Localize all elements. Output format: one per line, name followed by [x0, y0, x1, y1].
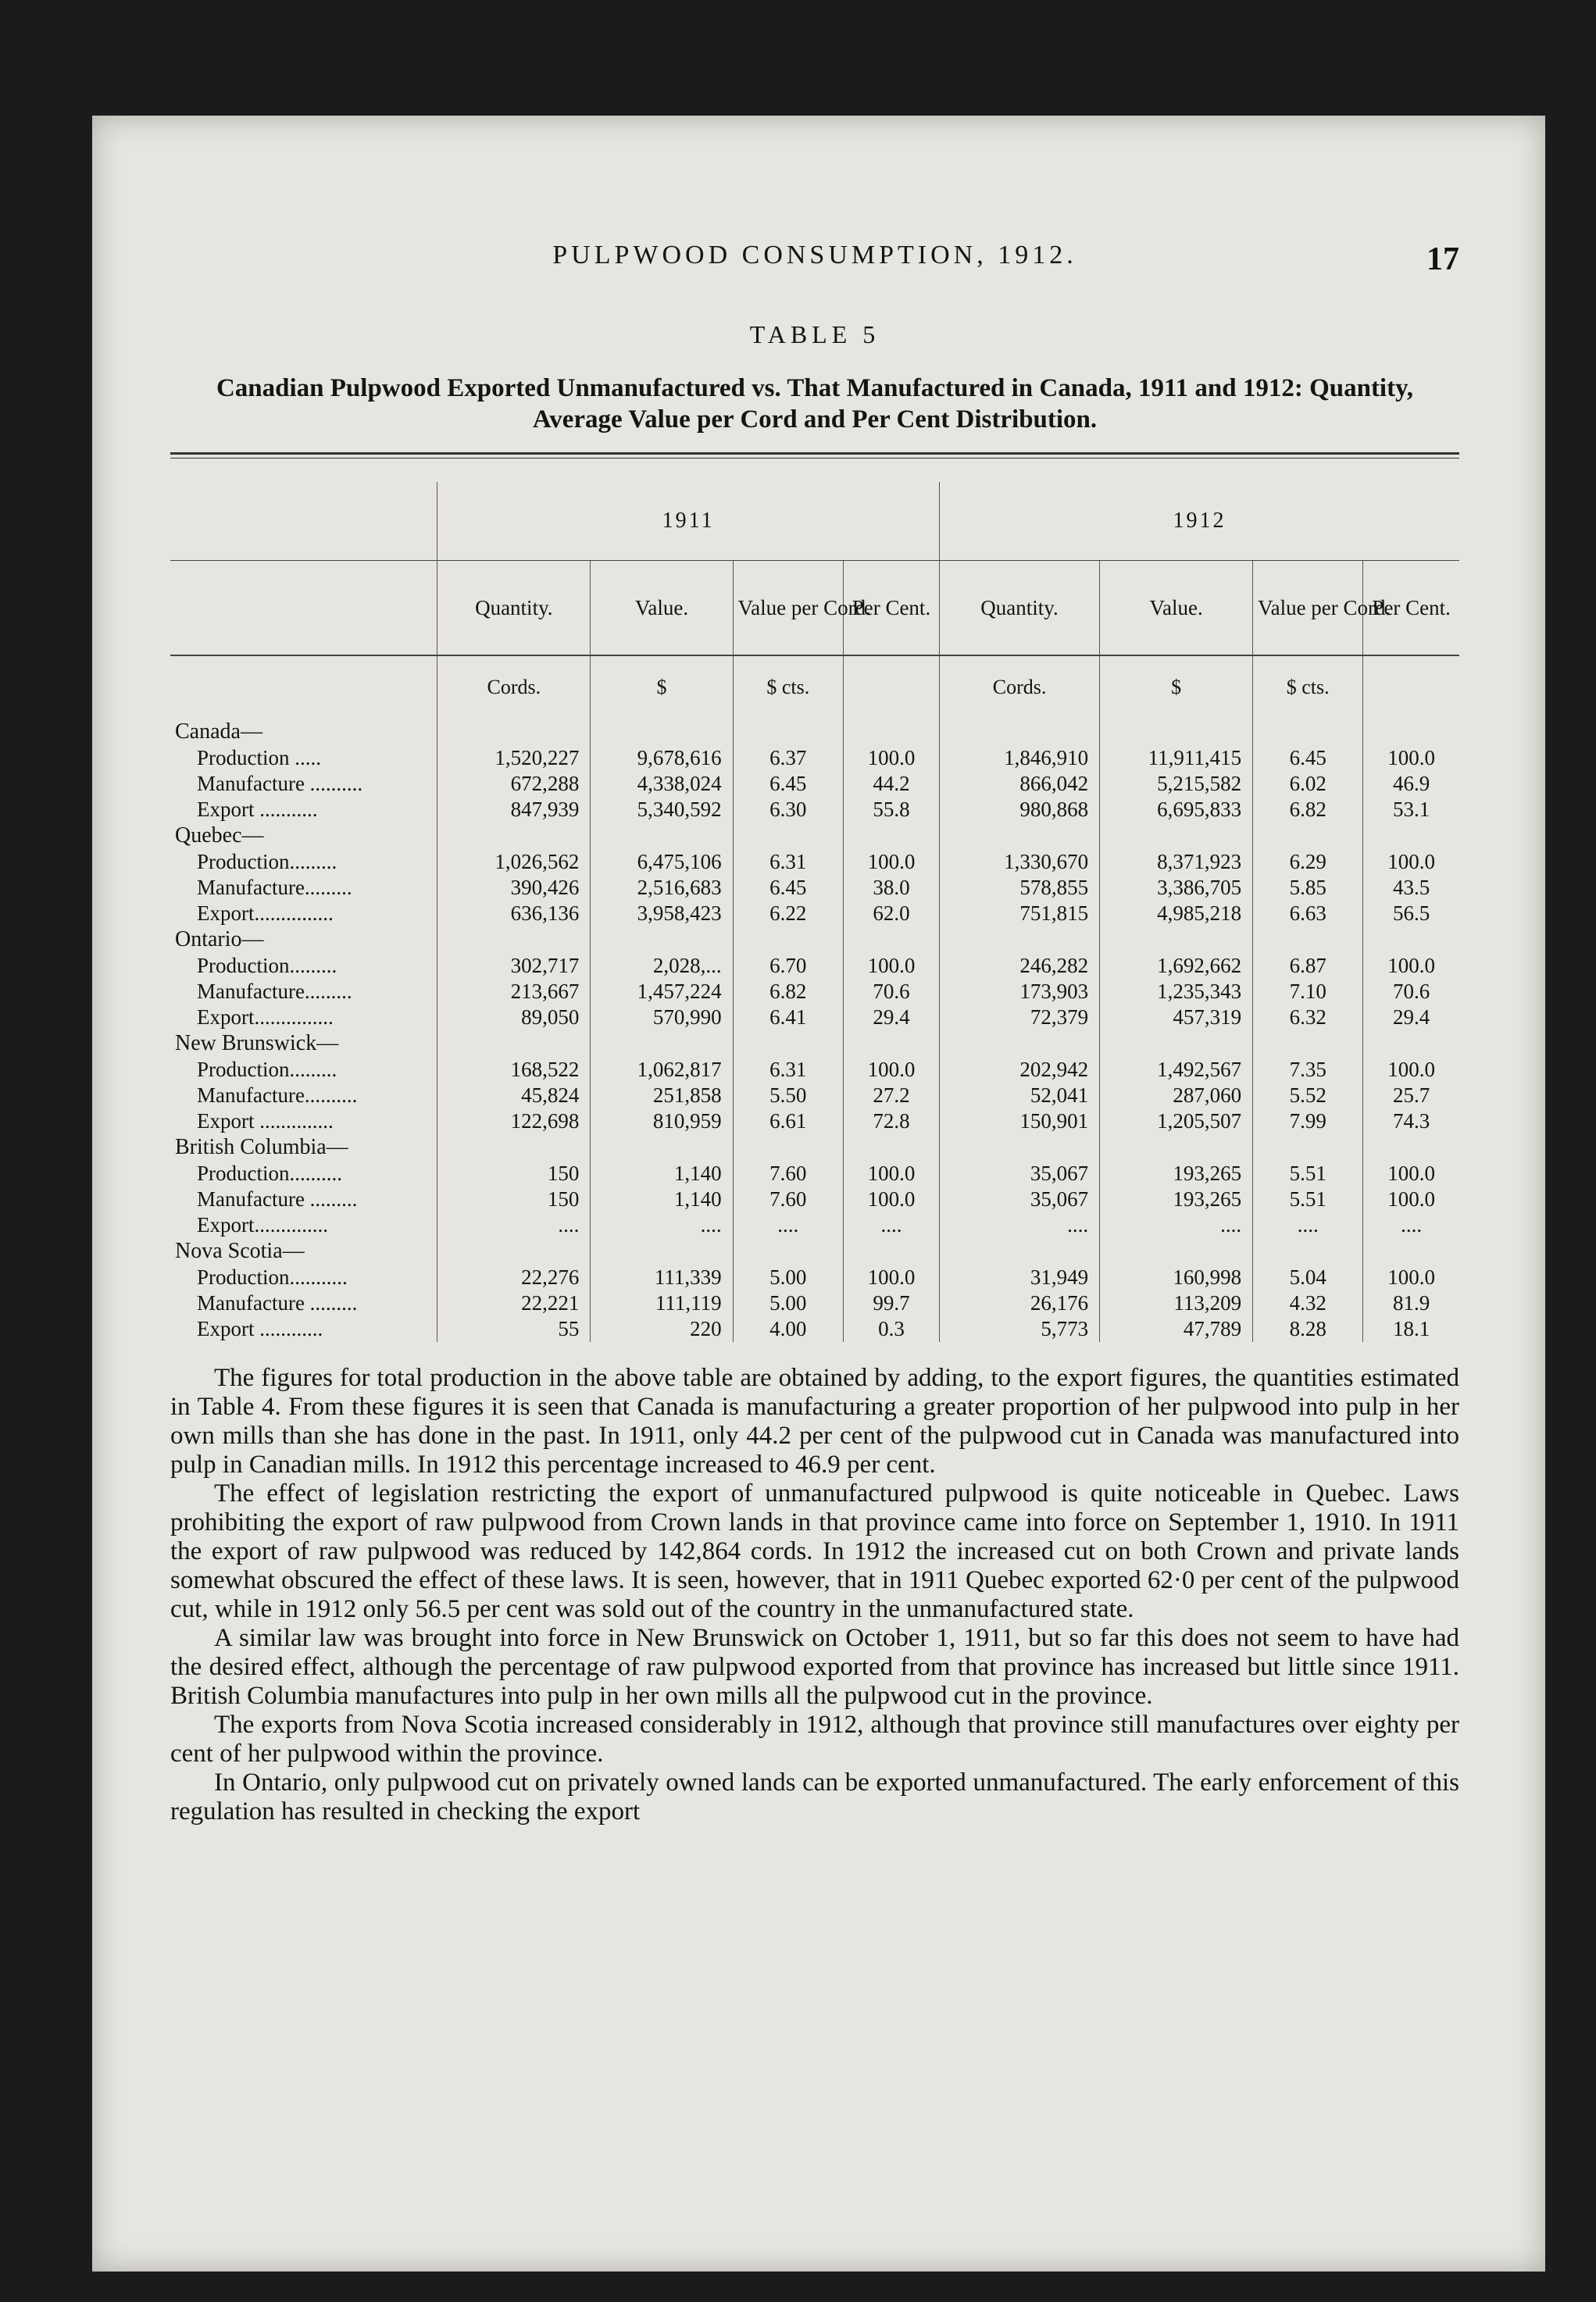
table-cell: 1,026,562 — [437, 849, 591, 875]
table-row — [170, 1187, 1459, 1212]
table-cell: .... — [940, 1212, 1100, 1238]
table-cell: 287,060 — [1100, 1083, 1253, 1108]
table-cell: 100.0 — [1363, 1265, 1459, 1290]
table-cell: 100.0 — [843, 1265, 939, 1290]
table-cell: 22,221 — [437, 1290, 591, 1316]
table-cell: 100.0 — [1363, 745, 1459, 771]
group-header-row — [170, 1030, 1459, 1057]
table-cell: 8,371,923 — [1100, 849, 1253, 875]
table-cell: 6.45 — [733, 875, 843, 901]
table-cell: 5.50 — [733, 1083, 843, 1108]
table-cell: 6.82 — [733, 979, 843, 1005]
table-cell: 847,939 — [437, 797, 591, 823]
table-cell: 1,140 — [591, 1187, 733, 1212]
data-table — [170, 482, 1459, 1342]
table-cell: 636,136 — [437, 901, 591, 926]
table-cell: 672,288 — [437, 771, 591, 797]
table-cell: 150 — [437, 1187, 591, 1212]
group-name: Ontario— — [175, 927, 264, 951]
table-cell: 1,330,670 — [940, 849, 1100, 875]
table-cell: 5,340,592 — [591, 797, 733, 823]
table-cell: 100.0 — [1363, 1161, 1459, 1187]
table-cell: 111,339 — [591, 1265, 733, 1290]
table-cell: 6,695,833 — [1100, 797, 1253, 823]
group-header-row — [170, 926, 1459, 953]
row-label: Export ............ — [197, 1317, 323, 1340]
table-cell: 578,855 — [940, 875, 1100, 901]
table-cell: 6.32 — [1253, 1005, 1363, 1030]
table-cell: 980,868 — [940, 797, 1100, 823]
table-cell: 390,426 — [437, 875, 591, 901]
row-label: Manufacture......... — [197, 876, 352, 899]
table-cell: .... — [591, 1212, 733, 1238]
table-cell: 25.7 — [1363, 1083, 1459, 1108]
table-cell: 18.1 — [1363, 1316, 1459, 1342]
table-cell: 4.32 — [1253, 1290, 1363, 1316]
page-content — [170, 241, 1459, 1826]
group-header-row — [170, 719, 1459, 745]
table-cell: 99.7 — [843, 1290, 939, 1316]
column-header: Per Cent. — [1363, 561, 1459, 656]
table-cell: 22,276 — [437, 1265, 591, 1290]
row-label: Export............... — [197, 901, 334, 925]
table-cell: 6.02 — [1253, 771, 1363, 797]
table-cell: 6.45 — [1253, 745, 1363, 771]
table-caption: Canadian Pulpwood Exported Unmanufactured vs. That Manufactured in Canada, 1911 and 1912: Quantity, Average Value per Cord and Per Cent Distribution. — [216, 374, 1414, 434]
table-cell: 56.5 — [1363, 901, 1459, 926]
table-cell: 81.9 — [1363, 1290, 1459, 1316]
table-cell: 3,958,423 — [591, 901, 733, 926]
table-cell: 44.2 — [843, 771, 939, 797]
group-header-row — [170, 1238, 1459, 1265]
table-cell: 100.0 — [843, 1187, 939, 1212]
table-cell: 52,041 — [940, 1083, 1100, 1108]
table-cell: 7.10 — [1253, 979, 1363, 1005]
year-1912-header: 1912 — [940, 482, 1460, 561]
table-cell: 5.51 — [1253, 1161, 1363, 1187]
table-cell: 5,215,582 — [1100, 771, 1253, 797]
table-cell: 89,050 — [437, 1005, 591, 1030]
document-page — [92, 116, 1545, 2272]
table-cell: 7.60 — [733, 1161, 843, 1187]
table-cell: 70.6 — [1363, 979, 1459, 1005]
table-cell: 72,379 — [940, 1005, 1100, 1030]
table-cell: 168,522 — [437, 1057, 591, 1083]
table-cell: 7.60 — [733, 1187, 843, 1212]
row-label: Manufacture ......... — [197, 1187, 358, 1211]
table-cell: 5,773 — [940, 1316, 1100, 1342]
row-label: Production......... — [197, 954, 337, 977]
table-cell: 6,475,106 — [591, 849, 733, 875]
unit-label — [1363, 655, 1459, 719]
table-cell: 1,846,910 — [940, 745, 1100, 771]
table-cell: 1,457,224 — [591, 979, 733, 1005]
table-cell: 6.29 — [1253, 849, 1363, 875]
running-title: PULPWOOD CONSUMPTION, 1912. — [552, 241, 1077, 269]
table-cell: 111,119 — [591, 1290, 733, 1316]
row-label: Manufacture......... — [197, 980, 352, 1003]
year-header-row — [170, 482, 1459, 561]
table-cell: 100.0 — [1363, 1057, 1459, 1083]
table-cell: 122,698 — [437, 1108, 591, 1134]
row-label: Export.............. — [197, 1213, 328, 1237]
table-cell: 1,492,567 — [1100, 1057, 1253, 1083]
group-header-row — [170, 1134, 1459, 1161]
table-cell: 4.00 — [733, 1316, 843, 1342]
table-cell: 6.82 — [1253, 797, 1363, 823]
unit-label: Cords. — [437, 655, 591, 719]
table-cell: 6.31 — [733, 849, 843, 875]
table-row — [170, 1057, 1459, 1083]
column-header: Value per Cord. — [733, 561, 843, 656]
table-row — [170, 1108, 1459, 1134]
group-name: British Columbia— — [175, 1135, 348, 1159]
row-label: Production......... — [197, 850, 337, 873]
table-row — [170, 771, 1459, 797]
paragraph: A similar law was brought into force in New Brunswick on October 1, 1911, but so far this does not seem to have had the desired effect, although the percentage of raw pulpwood exported from that province has increased but little since 1911. British Columbia manufactures into pulp in her own mills all the pulpwood cut in the province. — [170, 1624, 1459, 1710]
table-cell: .... — [437, 1212, 591, 1238]
running-head — [170, 241, 1459, 287]
table-row — [170, 745, 1459, 771]
table-cell: 53.1 — [1363, 797, 1459, 823]
table-cell: 5.00 — [733, 1290, 843, 1316]
row-label: Manufacture ......... — [197, 1291, 358, 1315]
table-cell: 193,265 — [1100, 1187, 1253, 1212]
paragraph: In Ontario, only pulpwood cut on privately owned lands can be exported unmanufactured. The early enforcement of this regulation has resulted in checking the export — [170, 1768, 1459, 1826]
group-header-row — [170, 823, 1459, 849]
table-cell: 193,265 — [1100, 1161, 1253, 1187]
table-cell: 457,319 — [1100, 1005, 1253, 1030]
table-cell: 5.85 — [1253, 875, 1363, 901]
table-cell: 11,911,415 — [1100, 745, 1253, 771]
table-cell: 72.8 — [843, 1108, 939, 1134]
column-header: Value per Cord. — [1253, 561, 1363, 656]
table-cell: 150 — [437, 1161, 591, 1187]
table-cell: 7.35 — [1253, 1057, 1363, 1083]
table-cell: 100.0 — [843, 1161, 939, 1187]
table-cell: 100.0 — [1363, 849, 1459, 875]
table-cell: 38.0 — [843, 875, 939, 901]
table-cell: 4,338,024 — [591, 771, 733, 797]
row-label: Export............... — [197, 1005, 334, 1029]
table-cell: 100.0 — [843, 849, 939, 875]
table-row — [170, 1083, 1459, 1108]
table-cell: 6.61 — [733, 1108, 843, 1134]
table-row — [170, 1290, 1459, 1316]
column-header: Value. — [591, 561, 733, 656]
table-cell: 4,985,218 — [1100, 901, 1253, 926]
table-cell: 26,176 — [940, 1290, 1100, 1316]
table-cell: 1,062,817 — [591, 1057, 733, 1083]
table-cell: .... — [1100, 1212, 1253, 1238]
page-number: 17 — [1426, 241, 1459, 277]
column-header: Quantity. — [437, 561, 591, 656]
group-name: Canada— — [175, 719, 262, 744]
paragraph: The figures for total production in the above table are obtained by adding, to the export figures, the quantities estimated in Table 4. From these figures it is seen that Canada is manufacturing a greater proportion of her pulpwood into pulp in her own mills than she has done in the past. In 1911, only 44.2 per cent of the pulpwood cut in Canada was manufactured into pulp in Canadian mills. In 1912 this percentage increased to 46.9 per cent. — [170, 1364, 1459, 1479]
row-label: Manufacture.......... — [197, 1083, 358, 1107]
table-cell: 8.28 — [1253, 1316, 1363, 1342]
table-cell: 2,516,683 — [591, 875, 733, 901]
table-row — [170, 797, 1459, 823]
table-row — [170, 1265, 1459, 1290]
table-cell: 6.45 — [733, 771, 843, 797]
table-cell: 220 — [591, 1316, 733, 1342]
group-name: Quebec— — [175, 823, 264, 848]
table-cell: .... — [1253, 1212, 1363, 1238]
table-cell: 1,140 — [591, 1161, 733, 1187]
unit-label: $ — [1100, 655, 1253, 719]
units-row — [170, 655, 1459, 719]
table-row — [170, 875, 1459, 901]
table-cell: 5.51 — [1253, 1187, 1363, 1212]
row-label: Production ..... — [197, 746, 321, 769]
table-cell: 35,067 — [940, 1161, 1100, 1187]
column-header: Quantity. — [940, 561, 1100, 656]
table-cell: 29.4 — [1363, 1005, 1459, 1030]
table-cell: 246,282 — [940, 953, 1100, 979]
group-name: New Brunswick— — [175, 1031, 339, 1055]
table-cell: 27.2 — [843, 1083, 939, 1108]
table-cell: 29.4 — [843, 1005, 939, 1030]
table-cell: .... — [843, 1212, 939, 1238]
table-cell: 100.0 — [1363, 953, 1459, 979]
table-row — [170, 953, 1459, 979]
table-cell: 100.0 — [843, 953, 939, 979]
table-cell: 302,717 — [437, 953, 591, 979]
table-cell: .... — [733, 1212, 843, 1238]
table-cell: 6.31 — [733, 1057, 843, 1083]
row-label: Export ........... — [197, 798, 318, 821]
unit-label: Cords. — [940, 655, 1100, 719]
table-cell: 47,789 — [1100, 1316, 1253, 1342]
table-row — [170, 979, 1459, 1005]
table-cell: 6.22 — [733, 901, 843, 926]
unit-label — [843, 655, 939, 719]
table-cell: 6.63 — [1253, 901, 1363, 926]
table-cell: 751,815 — [940, 901, 1100, 926]
table-cell: 7.99 — [1253, 1108, 1363, 1134]
table-cell: 6.30 — [733, 797, 843, 823]
table-row — [170, 1161, 1459, 1187]
table-cell: 3,386,705 — [1100, 875, 1253, 901]
table-cell: 251,858 — [591, 1083, 733, 1108]
unit-label: $ cts. — [1253, 655, 1363, 719]
table-cell: 70.6 — [843, 979, 939, 1005]
column-header-row — [170, 561, 1459, 656]
table-cell: 160,998 — [1100, 1265, 1253, 1290]
row-label: Production.......... — [197, 1162, 342, 1185]
table-cell: 1,235,343 — [1100, 979, 1253, 1005]
table-cell: 5.00 — [733, 1265, 843, 1290]
table-cell: .... — [1363, 1212, 1459, 1238]
table-cell: 31,949 — [940, 1265, 1100, 1290]
table-cell: 62.0 — [843, 901, 939, 926]
year-1911-header: 1911 — [437, 482, 940, 561]
table-cell: 6.41 — [733, 1005, 843, 1030]
column-header: Per Cent. — [843, 561, 939, 656]
table-cell: 5.04 — [1253, 1265, 1363, 1290]
row-label: Production......... — [197, 1058, 337, 1081]
row-label: Export .............. — [197, 1109, 334, 1133]
table-cell: 173,903 — [940, 979, 1100, 1005]
table-cell: 100.0 — [843, 745, 939, 771]
table-row — [170, 901, 1459, 926]
row-label: Production........... — [197, 1265, 348, 1289]
table-cell: 150,901 — [940, 1108, 1100, 1134]
table-cell: 0.3 — [843, 1316, 939, 1342]
table-cell: 9,678,616 — [591, 745, 733, 771]
table-cell: 213,667 — [437, 979, 591, 1005]
paragraph: The effect of legislation restricting the export of unmanufactured pulpwood is quite noticeable in Quebec. Laws prohibiting the export of raw pulpwood from Crown lands in that province came into force on September 1, 1910. In 1911 the export of raw pulpwood was reduced by 142,864 cords. In 1912 the increased cut on both Crown and private lands somewhat obscured the effect of these laws. It is seen, however, that in 1911 Quebec exported 62·0 per cent of the pulpwood cut, while in 1912 only 56.5 per cent was sold out of the country in the unmanufactured state. — [170, 1479, 1459, 1623]
table-cell: 55 — [437, 1316, 591, 1342]
unit-label: $ — [591, 655, 733, 719]
table-cell: 5.52 — [1253, 1083, 1363, 1108]
row-label: Manufacture .......... — [197, 772, 363, 795]
table-cell: 55.8 — [843, 797, 939, 823]
table-cell: 1,520,227 — [437, 745, 591, 771]
table-cell: 46.9 — [1363, 771, 1459, 797]
caption-rule — [170, 452, 1459, 459]
table-row — [170, 1316, 1459, 1342]
table-cell: 810,959 — [591, 1108, 733, 1134]
table-cell: 74.3 — [1363, 1108, 1459, 1134]
table-cell: 45,824 — [437, 1083, 591, 1108]
table-row — [170, 849, 1459, 875]
table-cell: 1,692,662 — [1100, 953, 1253, 979]
table-cell: 6.87 — [1253, 953, 1363, 979]
table-cell: 113,209 — [1100, 1290, 1253, 1316]
table-cell: 100.0 — [1363, 1187, 1459, 1212]
body-text — [170, 1364, 1459, 1826]
table-cell: 202,942 — [940, 1057, 1100, 1083]
table-cell: 35,067 — [940, 1187, 1100, 1212]
table-cell: 570,990 — [591, 1005, 733, 1030]
unit-label: $ cts. — [733, 655, 843, 719]
table-label: TABLE 5 — [749, 320, 880, 348]
table-cell: 6.37 — [733, 745, 843, 771]
table-row — [170, 1005, 1459, 1030]
paragraph: The exports from Nova Scotia increased considerably in 1912, although that province still manufactures over eighty per cent of her pulpwood within the province. — [170, 1711, 1459, 1768]
table-cell: 2,028,... — [591, 953, 733, 979]
table-cell: 866,042 — [940, 771, 1100, 797]
column-header: Value. — [1100, 561, 1253, 656]
table-row — [170, 1212, 1459, 1238]
table-cell: 1,205,507 — [1100, 1108, 1253, 1134]
table-cell: 6.70 — [733, 953, 843, 979]
table-cell: 43.5 — [1363, 875, 1459, 901]
table-cell: 100.0 — [843, 1057, 939, 1083]
group-name: Nova Scotia— — [175, 1239, 305, 1263]
